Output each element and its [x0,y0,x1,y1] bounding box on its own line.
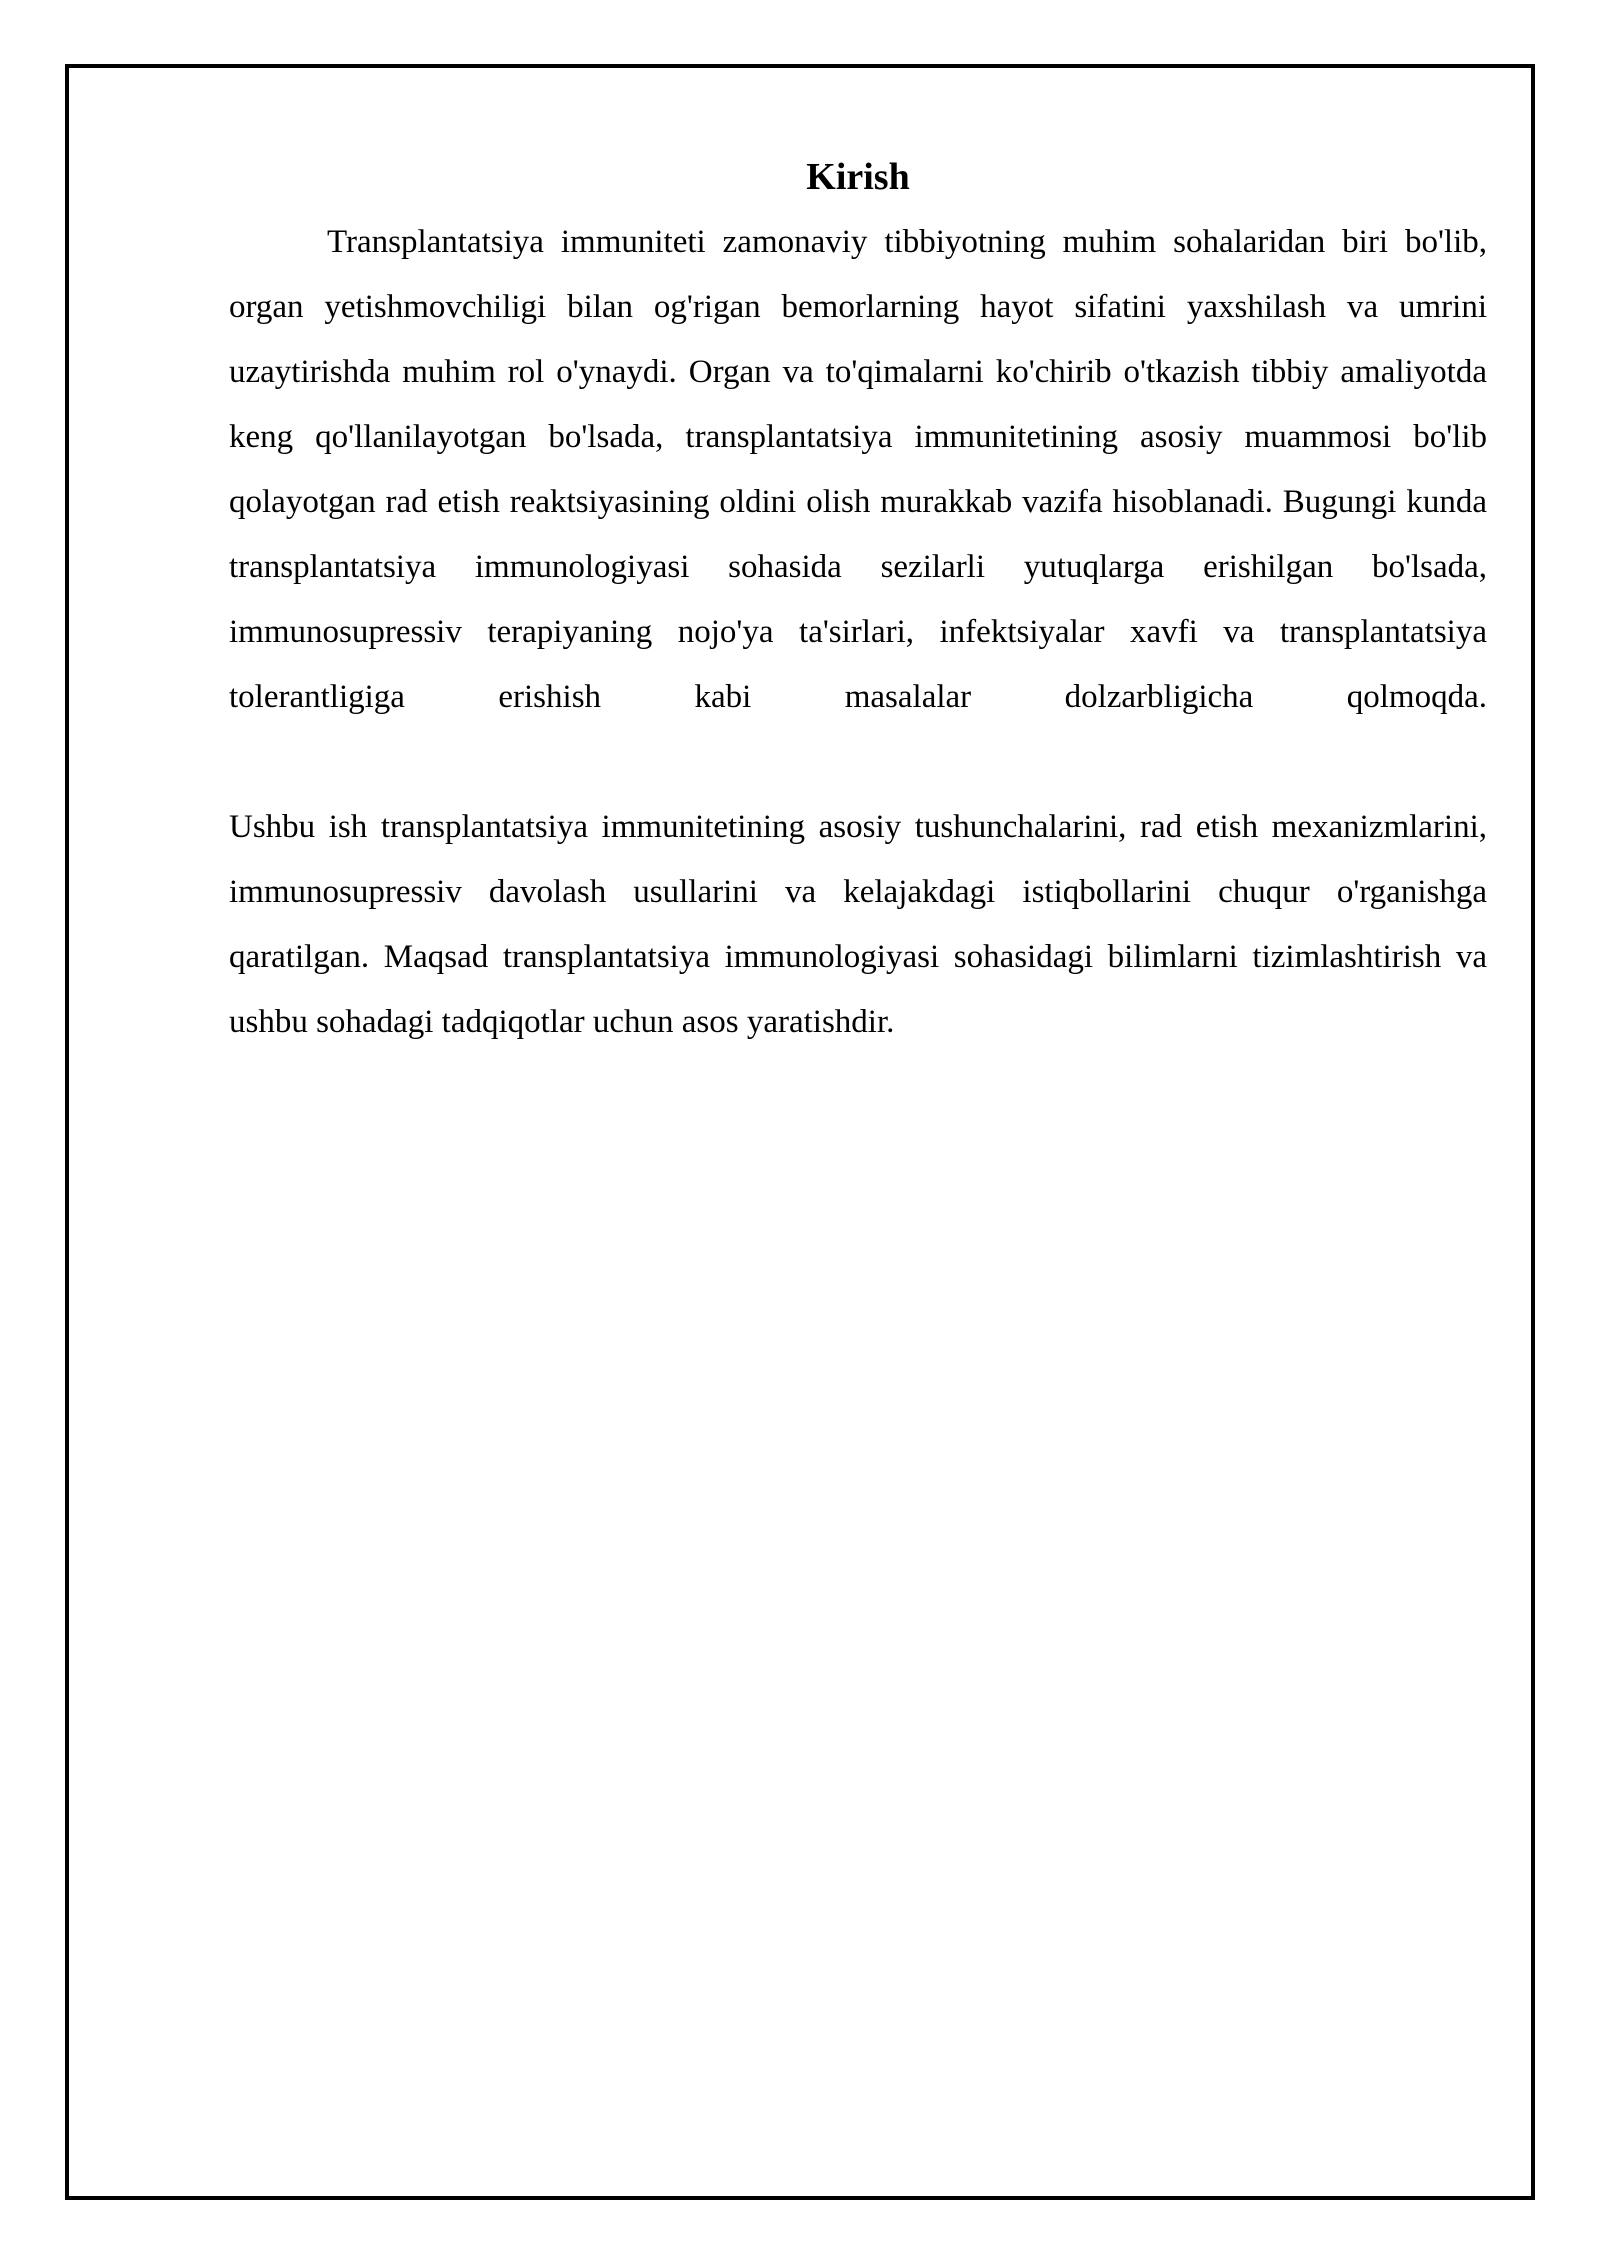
document-body [229,150,1487,1055]
paragraph-spacer [229,730,1487,795]
paragraph-introduction: Transplantatsiya immuniteti zamonaviy tibbiyotning muhim sohalaridan biri bo'lib, organ yetishmovchiligi bilan og'rigan bemorlarning hayot sifatini yaxshilash va umrini uzaytirishda muhim rol o'ynaydi. Organ va to'qimalarni ko'chirib o'tkazish tibbiy amaliyotda keng qo'llanilayotgan bo'lsada, transplantatsiya immunitetining asosiy muammosi bo'lib qolayotgan rad etish reaktsiyasining oldini olish murakkab vazifa hisoblanadi. Bugungi kunda transplantatsiya immunologiyasi sohasida sezilarli yutuqlarga erishilgan bo'lsada, immunosupressiv terapiyaning nojo'ya ta'sirlari, infektsiyalar xavfi va transplantatsiya tolerantligiga erishish kabi masalalar dolzarbligicha qolmoqda. [229,224,1487,715]
paragraph-purpose: Ushbu ish transplantatsiya immunitetining asosiy tushunchalarini, rad etish mexanizmlarini, immunosupressiv davolash usullarini va kelajakdagi istiqbollarini chuqur o'rganishga qaratilgan. Maqsad transplantatsiya immunologiyasi sohasidagi bilimlarni tizimlashtirish va ushbu sohadagi tadqiqotlar uchun asos yaratishdir. [229,809,1487,1040]
document-title: Kirish [806,156,910,198]
